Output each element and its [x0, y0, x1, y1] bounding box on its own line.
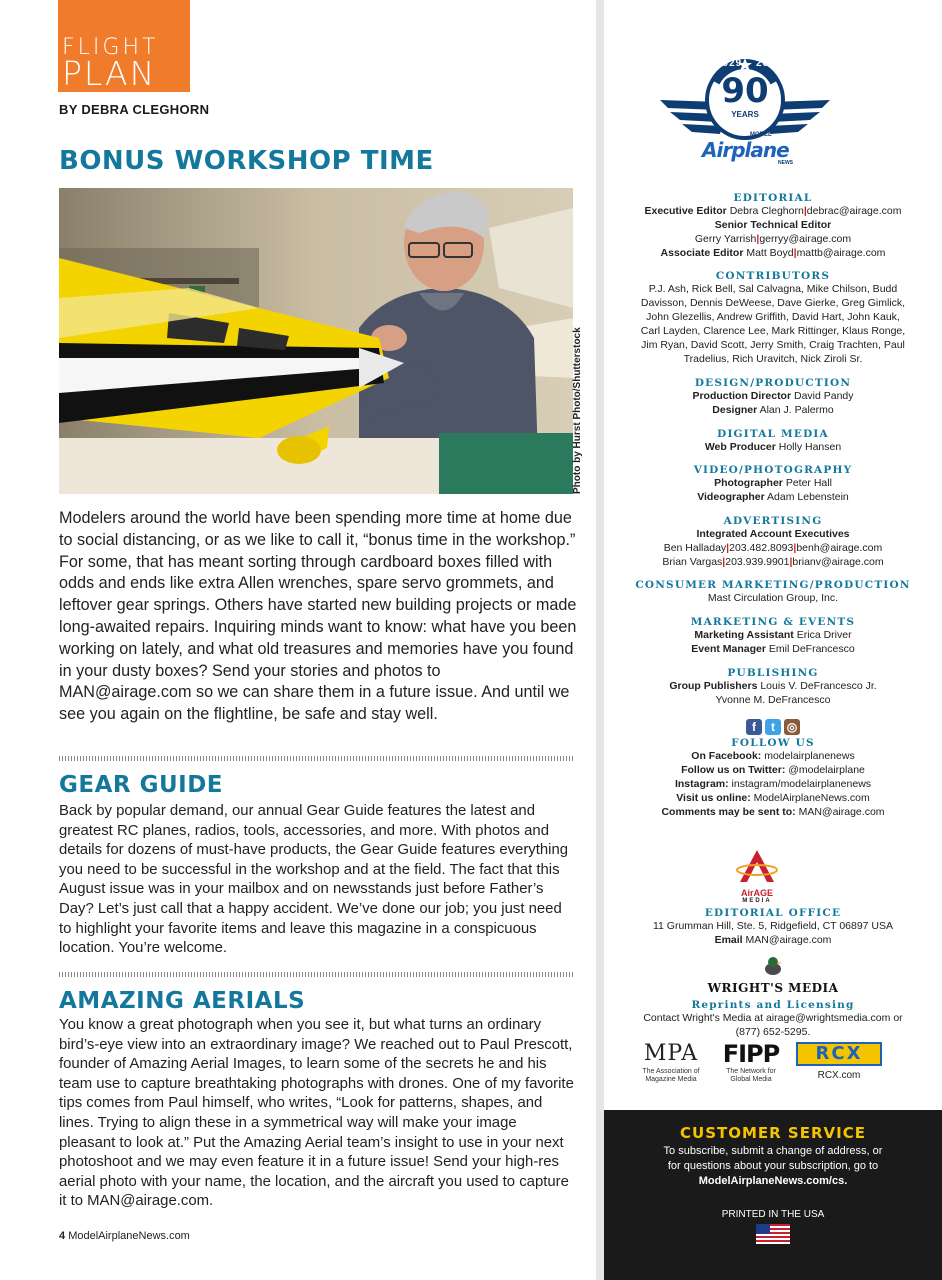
duck-icon: [764, 956, 782, 976]
staff-name: Ben Halladay: [663, 542, 727, 554]
role-label: Production Director: [692, 390, 792, 402]
contributors-line: John Glezellis, Andrew Griffith, David Hart, John Kauk,: [646, 311, 900, 323]
staff-name: Matt Boyd: [746, 247, 794, 259]
facebook-icon[interactable]: f: [746, 719, 762, 735]
flight-plan-word-plan: PLAN: [62, 54, 157, 93]
contributors-line: Jim Ryan, David Scott, Jerry Smith, Craig Trachten, Paul: [641, 339, 905, 351]
staff-email: mattb@airage.com: [796, 247, 886, 259]
role-label: Email: [714, 934, 743, 946]
office-address: 11 Grumman Hill, Ste. 5, Ridgefield, CT 06897 USA: [652, 920, 894, 932]
section-divider: [59, 972, 573, 977]
logo-model-word: MODEL: [750, 132, 772, 138]
staff-name: David Pandy: [793, 390, 854, 402]
role-label: Event Manager: [691, 643, 766, 655]
twitter-link[interactable]: @modelairplane: [788, 764, 865, 776]
masthead-section-title: EDITORIAL: [733, 192, 813, 204]
page-number: 4: [59, 1230, 66, 1242]
media-word: MEDIA: [742, 898, 772, 904]
fipp-caption: The Network for: [726, 1068, 776, 1075]
us-flag-icon: [756, 1224, 790, 1244]
anniversary-year-start: 1929: [716, 58, 743, 69]
twitter-icon[interactable]: t: [765, 719, 781, 735]
masthead-advertising: ADVERTISING Integrated Account Executives Ben Halladay|203.482.8093|benh@airage.com Brian Vargas|203.939.9901|brianv@airage.com: [604, 515, 942, 569]
masthead-marketing-events: [604, 616, 942, 656]
rcx-logo: [796, 1042, 882, 1081]
role-label: Associate Editor: [660, 247, 744, 259]
section-title-gear-guide: GEAR GUIDE: [59, 772, 224, 798]
role-label: Executive Editor: [644, 205, 727, 217]
flight-plan-word-flight: FLIGHT: [62, 35, 159, 60]
section-divider: [59, 756, 573, 761]
customer-service-line: To subscribe, submit a change of address, or: [663, 1145, 883, 1157]
office-email[interactable]: MAN@airage.com: [745, 934, 832, 946]
masthead-section-title: CONTRIBUTORS: [715, 270, 831, 282]
masthead-section-title: EDITORIAL OFFICE: [704, 907, 842, 919]
staff-name: Alan J. Palermo: [759, 404, 834, 416]
workshop-photo: [59, 188, 573, 494]
masthead-section-title: ADVERTISING: [723, 515, 823, 527]
photo-illustration: [59, 188, 573, 494]
customer-service-line: for questions about your subscription, go to: [667, 1160, 879, 1172]
section-body-bonus-workshop: Modelers around the world have been spending more time at home due to social distancing, or as we like to call it, “bonus time in the workshop.” For some, that has meant sorting through cardboard boxes filled with odds and ends like extra Allen wrenches, spare servo grommets, and leftover gear springs. Others have started new building projects or made long-awaited repairs. Inquiring minds want to know: what have you been working on lately, and what old treasures and memories have you found in your dusty boxes? Send your stories and photos to MAN@airage.com so we can share them in a future issue. And until we see you again on the flightline, be safe and stay well.: [59, 509, 577, 724]
masthead-consumer-marketing: [604, 579, 942, 605]
page-footer: [59, 1230, 190, 1242]
wrights-contact-line: (877) 652-5295.: [735, 1026, 811, 1038]
role-label: Group Publishers: [669, 680, 758, 692]
photo-credit: Photo by Hurst Photo/Shutterstock: [572, 327, 583, 494]
masthead-video: [604, 464, 942, 504]
masthead-editorial: EDITORIAL Executive Editor Debra Cleghorn|debrac@airage.com Senior Technical Editor Gerry Yarrish|gerryy@airage.com Associate Editor Matt Boyd|mattb@airage.com: [604, 192, 942, 260]
airage-a-icon: [734, 848, 780, 884]
staff-name: Louis V. DeFrancesco Jr.: [760, 680, 877, 692]
website-link[interactable]: ModelAirplaneNews.com: [753, 792, 870, 804]
fipp-caption: Global Media: [730, 1076, 772, 1083]
rcx-wordmark: RCX: [796, 1042, 882, 1066]
anniversary-year-end: 2019: [756, 58, 783, 69]
masthead-section-title: DESIGN/PRODUCTION: [694, 377, 852, 389]
follow-label: Instagram:: [674, 778, 729, 790]
section-body-amazing-aerials: You know a great photograph when you see it, but what turns an ordinary bird’s-eye view into an extraordinary image? We reached out to Paul Prescott, founder of Amazing Aerial Images, to learn some of the secrets he and his team use to capture breathtaking photographs with drones. One of my favorite tips comes from Paul himself, who writes, “Look for patterns, shapes, and lines. Trying to align these in a symmetrical way will make your image pleasant to look at.” Put the Amazing Aerial team’s insight to use in your next photoshoot and we may even feature it in a future issue! Send your high-res aerial photo with your name, the location, and the aircraft you used to capture it to MAN@airage.com.: [59, 1017, 574, 1210]
masthead-follow-us: [604, 719, 942, 819]
anniversary-years-word: YEARS: [731, 110, 759, 119]
association-logos: [634, 1040, 890, 1096]
fipp-wordmark: FIPP: [722, 1040, 780, 1068]
follow-label: Follow us on Twitter:: [681, 764, 786, 776]
follow-label: On Facebook:: [691, 750, 762, 762]
staff-email: benh@airage.com: [796, 542, 883, 554]
staff-email: brianv@airage.com: [792, 556, 884, 568]
logo-news-word: NEWS: [778, 160, 793, 166]
masthead-section-title: MARKETING & EVENTS: [690, 616, 856, 628]
social-icons: [604, 719, 942, 735]
staff-email: debrac@airage.com: [806, 205, 902, 217]
contributors-line: Carl Layden, Clarence Lee, Mark Rittinger, Klaus Ronge,: [640, 325, 906, 337]
staff-name: Erica Driver: [796, 629, 852, 641]
column-gutter: [596, 0, 604, 1280]
company-name: Mast Circulation Group, Inc.: [707, 592, 839, 604]
facebook-link[interactable]: modelairplanenews: [764, 750, 855, 762]
footer-site: ModelAirplaneNews.com: [68, 1230, 190, 1242]
staff-name: Emil DeFrancesco: [768, 643, 855, 655]
masthead-design: [604, 377, 942, 417]
follow-label: Comments may be sent to:: [661, 806, 796, 818]
follow-label: Visit us online:: [676, 792, 751, 804]
masthead-section-title: VIDEO/PHOTOGRAPHY: [693, 464, 853, 476]
flight-plan-logo: [58, 0, 190, 92]
role-label: Videographer: [697, 491, 765, 503]
contributors-line: Davisson, Dennis DeWeese, Dave Gierke, Greg Gimlick,: [640, 297, 906, 309]
masthead-publishing: [604, 667, 942, 707]
mpa-logo: [634, 1040, 708, 1084]
contributors-line: P.J. Ash, Rick Bell, Sal Calvagna, Mike Chilson, Budd: [648, 283, 898, 295]
masthead-digital: [604, 428, 942, 454]
mpa-wordmark: MPA: [643, 1041, 699, 1066]
instagram-link[interactable]: instagram/modelairplanenews: [731, 778, 872, 790]
staff-name: Yvonne M. DeFrancesco: [715, 694, 831, 706]
mpa-caption: Magazine Media: [645, 1076, 697, 1083]
customer-service-link[interactable]: ModelAirplaneNews.com/cs.: [698, 1175, 848, 1187]
staff-name: Brian Vargas: [662, 556, 723, 568]
airage-media-logo: [734, 848, 780, 904]
contributors-line: Tradelius, Rich Uravitch, Nick Ziroli Sr.: [683, 353, 863, 365]
role-label: Marketing Assistant: [694, 629, 794, 641]
staff-name: Debra Cleghorn: [729, 205, 804, 217]
staff-phone: 203.482.8093: [729, 542, 794, 554]
staff-email: gerryy@airage.com: [759, 233, 852, 245]
staff-name: Gerry Yarrish: [694, 233, 757, 245]
masthead-section-title: CONSUMER MARKETING/PRODUCTION: [635, 579, 911, 591]
instagram-icon[interactable]: ◎: [784, 719, 800, 735]
customer-service-panel: [604, 1110, 942, 1280]
comments-email-link[interactable]: MAN@airage.com: [798, 806, 885, 818]
staff-phone: 203.939.9901: [725, 556, 790, 568]
anniversary-number: 90: [721, 71, 769, 111]
wrights-media-name: WRIGHT'S MEDIA: [707, 981, 839, 995]
masthead-wrights-media: [604, 956, 942, 1039]
staff-name: Adam Lebenstein: [767, 491, 849, 503]
staff-name: Peter Hall: [785, 477, 832, 489]
masthead-contributors: [604, 270, 942, 366]
fipp-logo: [716, 1040, 786, 1084]
logo-airplane-word: Airplane: [702, 138, 789, 162]
rcx-caption: RCX.com: [817, 1070, 861, 1081]
masthead-section-title: Reprints and Licensing: [691, 999, 855, 1011]
masthead-editorial-office: [604, 907, 942, 947]
masthead-section-title: FOLLOW US: [731, 737, 815, 749]
section-body-gear-guide: Back by popular demand, our annual Gear Guide features the latest and greatest RC planes, radios, tools, accessories, and more. With photos and details for dozens of must-have products, the Gear Guide features everything you need to be successful in the workshop and at the field. The fact that this August issue was in your mailbox and on newsstands just before Father’s Day? Let’s just call that a happy accident. We’ve done our job; you just need to highlight your favorite items and leave this magazine in a conspicuous location. You’re welcome.: [59, 803, 569, 957]
section-title-amazing-aerials: AMAZING AERIALS: [59, 988, 306, 1014]
airage-word: AirAGE: [740, 888, 773, 898]
masthead-section-title: DIGITAL MEDIA: [717, 428, 829, 440]
byline: BY DEBRA CLEGHORN: [59, 102, 210, 117]
printed-in-usa: PRINTED IN THE USA: [721, 1209, 825, 1220]
mpa-caption: The Association of: [642, 1068, 700, 1075]
customer-service-title: CUSTOMER SERVICE: [680, 1124, 866, 1142]
role-label: Senior Technical Editor: [714, 219, 832, 231]
wrights-contact-line: Contact Wright's Media at airage@wrightsmedia.com or: [643, 1012, 903, 1024]
section-title-bonus-workshop: BONUS WORKSHOP TIME: [59, 146, 434, 176]
role-label: Web Producer: [704, 441, 776, 453]
masthead-section-title: PUBLISHING: [727, 667, 819, 679]
staff-name: Holly Hansen: [778, 441, 842, 453]
role-label: Photographer: [714, 477, 783, 489]
anniversary-badge: [660, 52, 830, 170]
role-label: Integrated Account Executives: [696, 528, 850, 540]
role-label: Designer: [712, 404, 758, 416]
